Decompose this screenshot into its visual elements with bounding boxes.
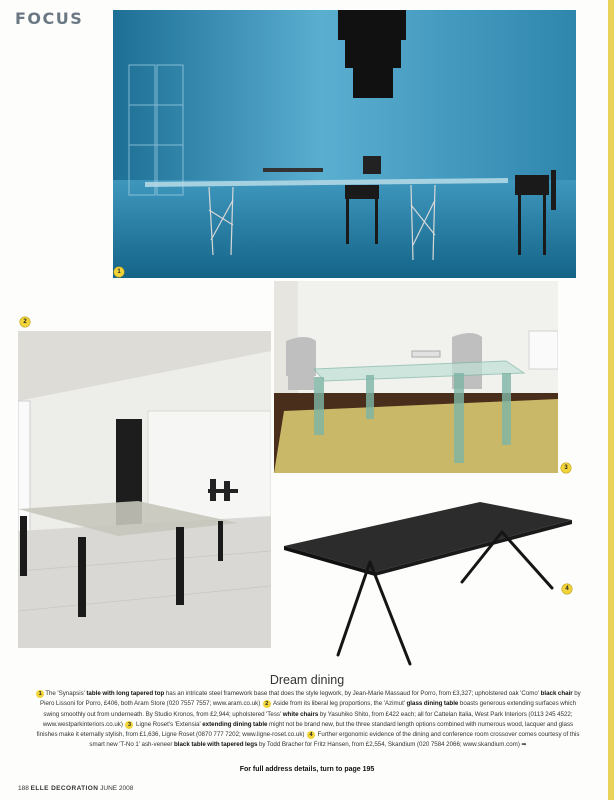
photo-synapsis-table bbox=[113, 10, 576, 278]
caption-text: by Piero Lissoni for Porro, £406, both Aram Store (020 7557 7557; www.aram.co.uk) bbox=[39, 690, 581, 708]
caption-marker: 2 bbox=[263, 700, 271, 708]
issue-date: JUNE 2008 bbox=[100, 785, 134, 792]
page-number: 188 bbox=[18, 785, 29, 792]
photo-marker-1: 1 bbox=[114, 267, 124, 277]
caption-text: Aside from its liberal leg proportions, the 'Azimut' bbox=[271, 700, 407, 708]
caption-text: has an intricate steel framework base that does the style legwork, by Jean-Marie Massaud for Porro, from £3,327; upholstered oak 'Como' bbox=[164, 690, 541, 697]
photo-marker-3: 3 bbox=[561, 463, 571, 473]
caption-marker: 3 bbox=[125, 721, 133, 729]
page-footer bbox=[18, 785, 133, 792]
photo-t-no1-table bbox=[280, 500, 572, 668]
address-note: For full address details, turn to page 195 bbox=[239, 766, 375, 773]
caption-bold-text: glass dining table bbox=[406, 700, 459, 708]
caption-bold-text: extending dining table bbox=[202, 720, 268, 728]
caption-text: Ligne Roset's 'Extensia' bbox=[134, 720, 203, 728]
magazine-name: ELLE DECORATION bbox=[30, 785, 99, 792]
photo-marker-2: 2 bbox=[20, 317, 30, 327]
photo-azimut-table bbox=[18, 331, 271, 648]
caption-text: The 'Synapsis' bbox=[45, 690, 87, 697]
section-label: FOCUS bbox=[15, 9, 84, 28]
caption-marker: 1 bbox=[36, 690, 44, 698]
caption-bold-text: white chairs bbox=[282, 710, 319, 718]
photo-marker-4: 4 bbox=[562, 584, 572, 594]
caption-text: by Todd Bracher for Fritz Hansen, from £2,554, Skandium (020 7584 2066; www.skandium.com) bbox=[257, 741, 522, 749]
article-caption bbox=[34, 689, 582, 751]
caption-text: boasts generous extending surfaces which swing smoothly out from underneath. By Studio Kronos, from £2,944; upholstered 'Tess' bbox=[43, 700, 577, 718]
caption-bold-text: black table with tapered legs bbox=[173, 741, 258, 749]
photo-extensia-table bbox=[274, 281, 558, 473]
caption-text: Further ergonomic evidence of the dining and conference room crossover comes courtesy of this smart new 'T-No 1' ash-veneer bbox=[89, 731, 580, 749]
article-title: Dream dining bbox=[269, 673, 345, 687]
caption-text: ➡ bbox=[521, 741, 527, 749]
caption-bold-text: black chair bbox=[540, 690, 573, 697]
caption-text: might not be brand new, but the three standard length options combined with numerous wood, lacquer and glass finishes make it eternally stylish, from £1,636, Ligne Roset (0870 777 7202; www.ligne-roset.co.uk) bbox=[36, 720, 574, 739]
caption-bold-text: table with long tapered top bbox=[86, 690, 165, 697]
caption-text: by Yasuhiko Shito, from £422 each; all for Cattelan Italia, West Park Interiors (0113 245 4522; www.westparkinteriors.co.uk) bbox=[42, 710, 573, 728]
caption-marker: 4 bbox=[307, 731, 315, 739]
